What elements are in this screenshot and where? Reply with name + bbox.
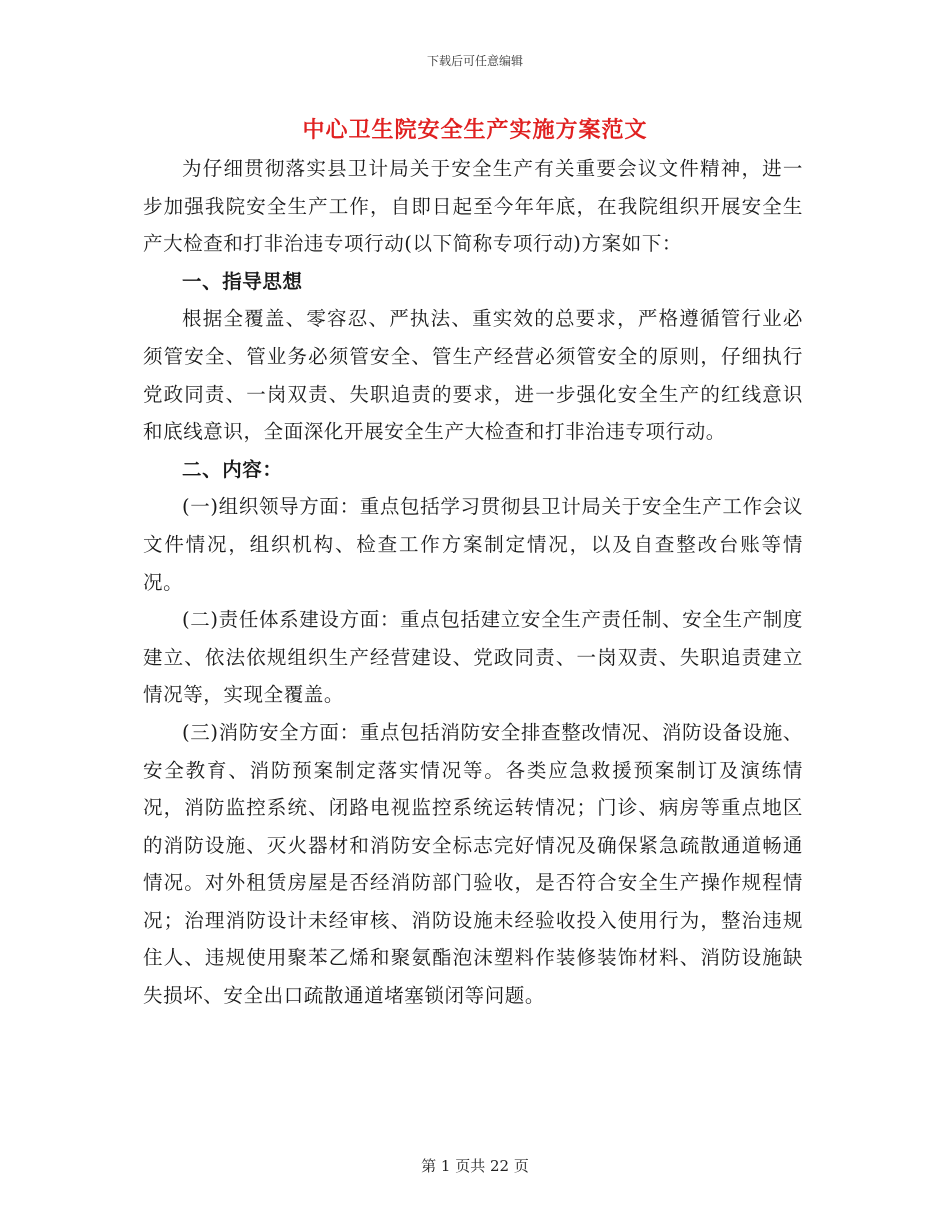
intro-paragraph: 为仔细贯彻落实县卫计局关于安全生产有关重要会议文件精神，进一步加强我院安全生产工作，自即日起至今年年底，在我院组织开展安全生产大检查和打非治违专项行动(以下简称专项行动)方案如下： [143,157,803,256]
document-title: 中心卫生院安全生产实施方案范文 [302,117,648,143]
section-heading-content: 二、内容： [182,457,283,481]
content-item-fire-safety: (三)消防安全方面：重点包括消防安全排查整改情况、消防设备设施、安全教育、消防预案制定落实情况等。各类应急救援预案制订及演练情况，消防监控系统、闭路电视监控系统运转情况；门诊、病房等重点地区的消防设施、灭火器材和消防安全标志完好情况及确保紧急疏散通道畅通情况。对外租赁房屋是否经消防部门验收，是否符合安全生产操作规程情况；治理消防设计未经审核、消防设施未经验收投入使用行为，整治违规住人、违规使用聚苯乙烯和聚氨酯泡沫塑料作装修装饰材料、消防设施缺失损坏、安全出口疏散通道堵塞锁闭等问题。 [143,720,803,1008]
page-number: 第 1 页共 22 页 [421,1157,529,1175]
section-heading-guiding-thought: 一、指导思想 [182,269,303,293]
guiding-thought-paragraph: 根据全覆盖、零容忍、严执法、重实效的总要求，严格遵循管行业必须管安全、管业务必须管安全、管生产经营必须管安全的原则，仔细执行党政同责、一岗双责、失职追责的要求，进一步强化安全生产的红线意识和底线意识，全面深化开展安全生产大检查和打非治违专项行动。 [143,307,803,444]
document-body [143,150,803,1015]
content-item-responsibility: (二)责任体系建设方面：重点包括建立安全生产责任制、安全生产制度建立、依法依规组织生产经营建设、党政同责、一岗双责、失职追责建立情况等，实现全覆盖。 [143,608,803,707]
page-header-note: 下载后可任意编辑 [426,54,523,68]
content-item-organization: (一)组织领导方面：重点包括学习贯彻县卫计局关于安全生产工作会议文件情况，组织机构、检查工作方案制定情况，以及自查整改台账等情况。 [143,495,803,594]
